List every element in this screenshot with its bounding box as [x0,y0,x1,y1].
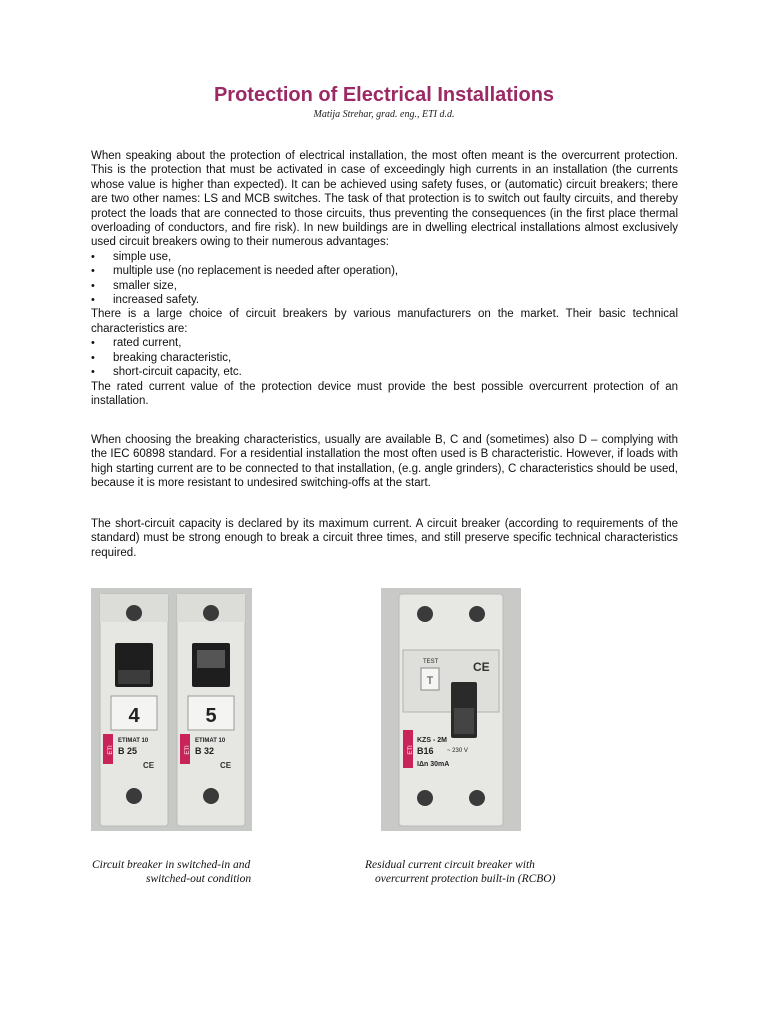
left-breaker-number: 4 [128,705,140,727]
caption-line: overcurrent protection built-in (RCBO) [375,873,556,885]
caption-line: Residual current circuit breaker with [365,859,535,871]
rated-current-paragraph: The rated current value of the protection device must provide the best possible overcurrent protection of an installation. [91,380,678,407]
list-item: • simple use, [91,250,678,264]
svg-text:CE: CE [143,761,155,770]
mcb-photo-image [91,588,252,831]
list-item: • short-circuit capacity, etc. [91,365,678,379]
rcbo-photo-caption [365,858,625,886]
rcbo-photo-image [381,588,521,831]
caption-line: switched-out condition [146,873,252,885]
rcbo-residual-current: IΔn 30mA [417,761,450,768]
characteristics-list [91,336,678,379]
advantages-list [91,250,678,308]
choice-paragraph: There is a large choice of circuit breakers by various manufacturers on the market. Their basic technical characteristics are: [91,308,678,335]
author-line: Matija Strehar, grad. eng., ETI d.d. [313,109,455,120]
mcb-photo-caption [92,858,332,886]
mcb-photo [91,588,252,831]
rcbo-rating: B16 [417,746,434,756]
rcbo-photo [381,588,521,831]
rcbo-voltage: ~ 230 V [447,748,468,754]
caption-line: Circuit breaker in switched-in and [92,859,251,871]
breaking-characteristics-paragraph: When choosing the breaking characteristics, usually are available B, C and (sometimes) also D – complying with the IEC 60898 standard. For a residential installation the most often used is B characteristic. However, if loads with high starting current are to be connected to that installation, (e.g. angle grinders), C characteristics should be used, because it is more resistant to undesired switching-offs at the start. [91,434,678,490]
left-rating: B 25 [118,746,138,756]
list-item: • multiple use (no replacement is needed after operation), [91,264,678,278]
rcbo-test-button: T [426,675,434,687]
right-rating: B 32 [195,746,215,756]
short-circuit-paragraph: The short-circuit capacity is declared by its maximum current. A circuit breaker (according to requirements of the standard) must be strong enough to break a circuit three times, and still preserve specific technical characteristics required. [91,518,678,559]
svg-text:CE: CE [220,761,232,770]
right-breaker-number: 5 [205,705,217,727]
document-title: Protection of Electrical Installations [213,84,555,106]
section-overcurrent-protection [91,149,678,408]
svg-text:CE: CE [473,660,490,674]
right-brand: ETI [185,745,191,755]
right-model: ETIMAT 10 [195,738,226,744]
list-item: • increased safety. [91,293,678,307]
rcbo-test-label: TEST [423,659,439,665]
intro-paragraph: When speaking about the protection of electrical installation, the most often meant is the overcurrent protection. This is the protection that must be activated in case of exceedingly high currents in an installation (the currents whose value is higher than expected). It can be achieved using safety fuses, or (automatic) circuit breakers; there are two other names: LS and MCB switches. The task of that protection is to switch out faulty circuits, and thereby protect the loads that are connected to those circuits, thus preventing the consequences (in the first place thermal overloading of conductors, and fire risk). In new buildings are in dwelling electrical installations almost exclusively used circuit breakers owing to their numerous advantages: [91,150,678,249]
list-item: • smaller size, [91,279,678,293]
left-model: ETIMAT 10 [118,738,149,744]
left-brand: ETI [108,745,114,755]
list-item: • rated current, [91,336,678,350]
rcbo-model: KZS - 2M [417,737,447,744]
rcbo-brand: ETI [408,745,414,755]
list-item: • breaking characteristic, [91,351,678,365]
